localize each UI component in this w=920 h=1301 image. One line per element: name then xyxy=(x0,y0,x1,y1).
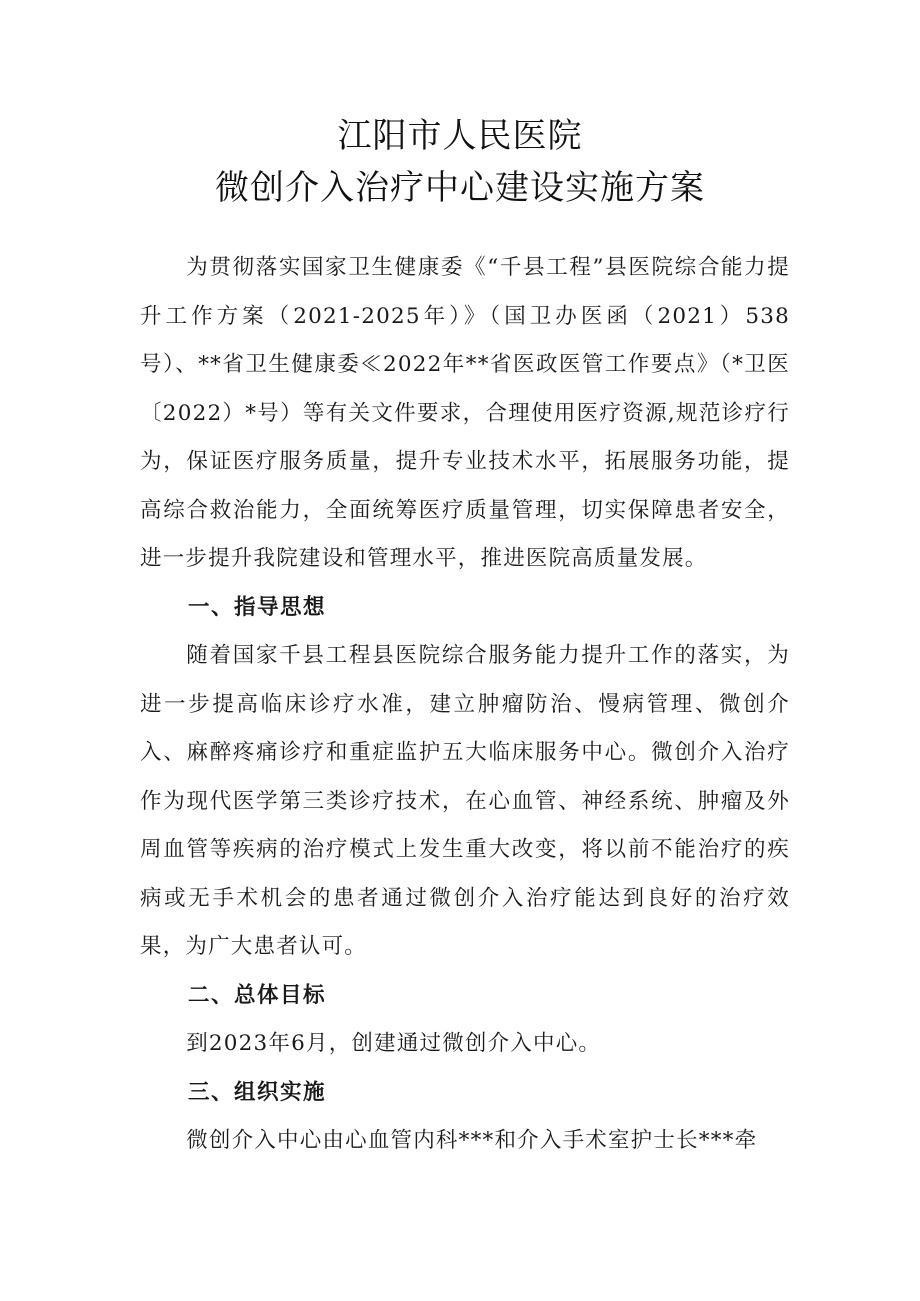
guiding-ideology-paragraph: 随着国家千县工程县医院综合服务能力提升工作的落实，为进一步提高临床诊疗水准，建立肿瘤防治、慢病管理、微创介入、麻醉疼痛诊疗和重症监护五大临床服务中心。微创介入治疗作为现代医学第三类诊疗技术，在心血管、神经系统、肿瘤及外周血管等疾病的治疗模式上发生重大改变，将以前不能治疗的疾病或无手术机会的患者通过微创介入治疗能达到良好的治疗效果，为广大患者认可。 xyxy=(140,643,790,959)
section-heading-guiding-ideology: 一、指导思想 xyxy=(188,594,327,620)
document-title-plan: 微创介入治疗中心建设实施方案 xyxy=(215,168,705,208)
document-body xyxy=(140,244,790,1166)
intro-paragraph: 为贯彻落实国家卫生健康委《“千县工程”县医院综合能力提升工作方案（2021-2025年）》（国卫办医函（2021）538号）、**省卫生健康委≪2022年**省医政医管工作要点》（*卫医〔2022）*号）等有关文件要求，合理使用医疗资源,规范诊疗行为，保证医疗服务质量，提升专业技术水平，拓展服务功能，提高综合救治能力，全面统筹医疗质量管理，切实保障患者安全，进一步提升我院建设和管理水平，推进医院高质量发展。 xyxy=(140,255,790,571)
section-heading-overall-goal: 二、总体目标 xyxy=(188,982,327,1008)
implementation-paragraph: 微创介入中心由心血管内科***和介入手术室护士长***牵 xyxy=(186,1128,758,1153)
section-heading-implementation: 三、组织实施 xyxy=(188,1079,327,1105)
overall-goal-paragraph: 到2023年6月，创建通过微创介入中心。 xyxy=(186,1031,602,1056)
document-title-hospital: 江阳市人民医院 xyxy=(337,116,583,156)
